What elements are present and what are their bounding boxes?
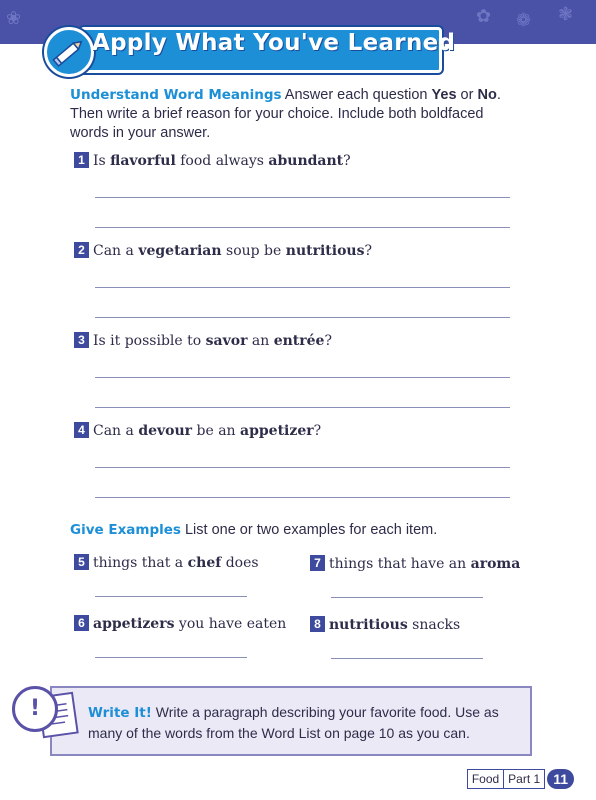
answer-line[interactable]: [95, 377, 510, 378]
item-text: [329, 617, 460, 633]
question-fragment: ?: [364, 243, 372, 259]
question-fragment: Is: [93, 153, 111, 169]
section-understand-instructions: Understand Word Meanings Answer each question Yes or No. Then write a brief reason for your choice. Include both boldfaced words in your answer.: [70, 87, 501, 141]
vocab-word: nutritious: [285, 243, 365, 259]
answer-line[interactable]: [95, 317, 510, 318]
item-number: 5: [74, 554, 89, 570]
question-fragment: snacks: [407, 617, 461, 633]
footer-section: Food: [467, 769, 503, 789]
example-item-7: [310, 555, 520, 572]
question-fragment: things that a: [93, 555, 188, 571]
question-fragment: things that have an: [329, 556, 471, 572]
question-3: [74, 332, 332, 349]
example-item-5: [74, 554, 259, 571]
question-number: 2: [74, 242, 89, 258]
answer-line[interactable]: [95, 657, 247, 658]
page-footer: [467, 768, 574, 790]
item-number: 7: [310, 555, 325, 571]
question-fragment: be an: [192, 423, 241, 439]
question-fragment: food always: [175, 153, 269, 169]
section-heading-examples: Give Examples: [70, 522, 181, 538]
question-number: 1: [74, 152, 89, 168]
answer-line[interactable]: [331, 597, 483, 598]
answer-line[interactable]: [95, 287, 510, 288]
example-item-8: [310, 616, 460, 633]
vocab-word: abundant: [268, 153, 344, 169]
item-number: 8: [310, 616, 325, 632]
item-text: [329, 556, 520, 572]
answer-line[interactable]: [95, 596, 247, 597]
item-text: [93, 555, 259, 571]
question-fragment: ?: [313, 423, 322, 439]
word-no: No: [477, 87, 497, 103]
question-1: [74, 152, 351, 169]
fruit-doodle-icon: ✿: [476, 6, 492, 27]
carrot-doodle-icon: ❁: [516, 10, 532, 31]
question-text: [93, 423, 321, 439]
question-fragment: you have eaten: [174, 616, 287, 632]
vocab-word: flavorful: [110, 153, 176, 169]
question-fragment: ?: [324, 333, 332, 349]
question-fragment: Is it possible to: [93, 333, 206, 349]
question-fragment: ?: [343, 153, 351, 169]
question-text: [93, 333, 332, 349]
vocab-word: aroma: [470, 556, 521, 572]
vocab-word: entrée: [273, 333, 325, 349]
write-it-prompt: [88, 702, 518, 743]
vocab-word: nutritious: [329, 617, 408, 633]
leaf-doodle-icon: ❃: [558, 4, 574, 25]
question-text: [93, 153, 351, 169]
vocab-word: appetizer: [240, 423, 314, 439]
page-title: Apply What You've Learned: [92, 30, 456, 56]
pencil-icon: [47, 30, 91, 74]
question-number: 4: [74, 422, 89, 438]
pencil-badge: [44, 27, 94, 77]
page-number: 11: [547, 769, 574, 789]
vocab-word: vegetarian: [138, 243, 222, 259]
apple-doodle-icon: ❀: [6, 8, 22, 29]
answer-line[interactable]: [95, 227, 510, 228]
answer-line[interactable]: [95, 407, 510, 408]
question-fragment: Can a: [93, 243, 139, 259]
exclamation-icon: !: [12, 686, 58, 732]
vocab-word: chef: [187, 555, 222, 571]
question-text: [93, 243, 372, 259]
word-yes: Yes: [431, 87, 457, 103]
question-fragment: does: [221, 555, 259, 571]
answer-line[interactable]: [95, 467, 510, 468]
answer-line[interactable]: [95, 197, 510, 198]
question-number: 3: [74, 332, 89, 348]
answer-line[interactable]: [331, 658, 483, 659]
item-text: [93, 616, 286, 632]
question-2: [74, 242, 372, 259]
question-fragment: Can a: [93, 423, 139, 439]
footer-part: Part 1: [503, 769, 545, 789]
write-it-label: Write It!: [88, 705, 152, 721]
example-item-6: [74, 615, 286, 632]
question-fragment: soup be: [221, 243, 286, 259]
write-it-text: Write a paragraph describing your favorite food. Use as many of the words from the Word List on page 10 as you can.: [88, 704, 499, 741]
section-heading-understand: Understand Word Meanings: [70, 87, 282, 103]
answer-line[interactable]: [95, 497, 510, 498]
vocab-word: devour: [138, 423, 193, 439]
vocab-word: savor: [205, 333, 248, 349]
vocab-word: appetizers: [93, 616, 175, 632]
question-4: [74, 422, 321, 439]
item-number: 6: [74, 615, 89, 631]
section-examples-instructions: Give Examples List one or two examples for each item.: [70, 522, 438, 538]
question-fragment: an: [247, 333, 274, 349]
